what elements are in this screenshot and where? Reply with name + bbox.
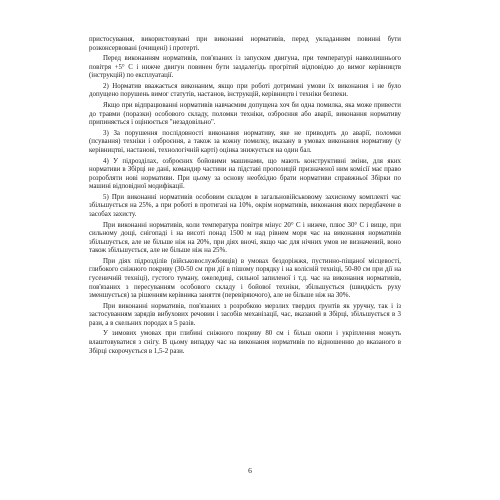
paragraph: При виконанні нормативів, пов'язаних з розробкою мерзлих твердих ґрунтів як уручну, так і із застосуванням зарядів вибухових речовин і засобів механізації, час, вказаний в Збірці, збільшується в 3 рази, а в скельних породах в 5 разів.: [89, 302, 401, 327]
paragraph: У зимових умовах при глибині сніжного покриву 80 см і більш окопи і укріплення можуть влаштовуватися з снігу. В цьому випадку час на виконання нормативів по відношенню до вказаного в Збірці скорочується в 1,5-2 рази.: [89, 330, 401, 355]
page-body: [89, 36, 401, 358]
paragraph: 5) При виконанні нормативів особовим складом в загальновійськовому захисному комплекті час збільшується на 25%, а при роботі в протигазі на 10%, окрім нормативів, виконання яких передбачене в засобах захисту.: [89, 193, 401, 218]
paragraph: 4) У підрозділах, озброєних бойовими машинами, що мають конструктивні зміни, для яких нормативи в Збірці не дані, командир частини на підставі пропозицій призначеної ним комісії має право розробляти нові нормативи. При цьому за основу необхідно брати нормативи справжньої Збірки по машині відповідної модифікації.: [89, 157, 401, 191]
paragraph: 3) За порушення послідовності виконання нормативу, яке не приводить до аварії, поломки (псування) техніки і озброєння, а також за кожну помилку, вказану в умовах виконання нормативу (у керівництві, настанові, технологічній карті) оцінка знижується на один бал.: [89, 129, 401, 154]
paragraph: Перед виконанням нормативів, пов'язаних із запуском двигуна, при температурі навколишнього повітря +5° С і нижче двигун повинен бути заздалегідь прогрітий відповідно до вимог керівництв (інструкцій) по експлуатації.: [89, 55, 401, 80]
paragraph: При виконанні нормативів, коли температура повітря мінус 20° С і нижче, плюс 30° С і вище, при сильному дощі, снігопаді і на висоті понад 1500 м над рівнем моря час на виконання нормативів збільшується, але не більше ніж на 20%, при діях вночі, якщо час для нічних умов не визначений, воно також збільшується, але не більше ніж на 25%.: [89, 221, 401, 255]
page-number: 6: [248, 466, 252, 475]
paragraph: Якщо при відпрацюванні нормативів навчаємим допущена хоч би одна помилка, яка може привести до травми (поразки) особового складу, поломки техніки, озброєння або аварії, виконання нормативу припиняється і оцінюється "незадовільно".: [89, 102, 401, 127]
paragraph: 2) Норматив вважається виконаним, якщо при роботі дотримані умови їх виконання і не було допущено порушень вимог статутів, настанов, інструкцій, керівництв і техніки безпеки.: [89, 82, 401, 99]
paragraph: При діях підрозділів (військовослужбовців) в умовах бездоріжжя, пустинно-піщаної місцевості, глибокого сніжного покриву (30-50 см при дії в пішому порядку і на колісній техніці, 50-80 см при дії на гусеничній техніці), густого туману, ожеледиці, сильної запиленої і т.д. час на виконання нормативів, пов'язаних з пересуванням особового складу і бойової техніки, збільшується (швидкість руху зменшується) за рішенням керівника заняття (перевіряючого), але не більше ніж на 30%.: [89, 257, 401, 300]
paragraph: пристосування, використовувані при виконанні нормативів, перед укладанням повинні бути розконсервовані (очищені) і протерті.: [89, 36, 401, 52]
